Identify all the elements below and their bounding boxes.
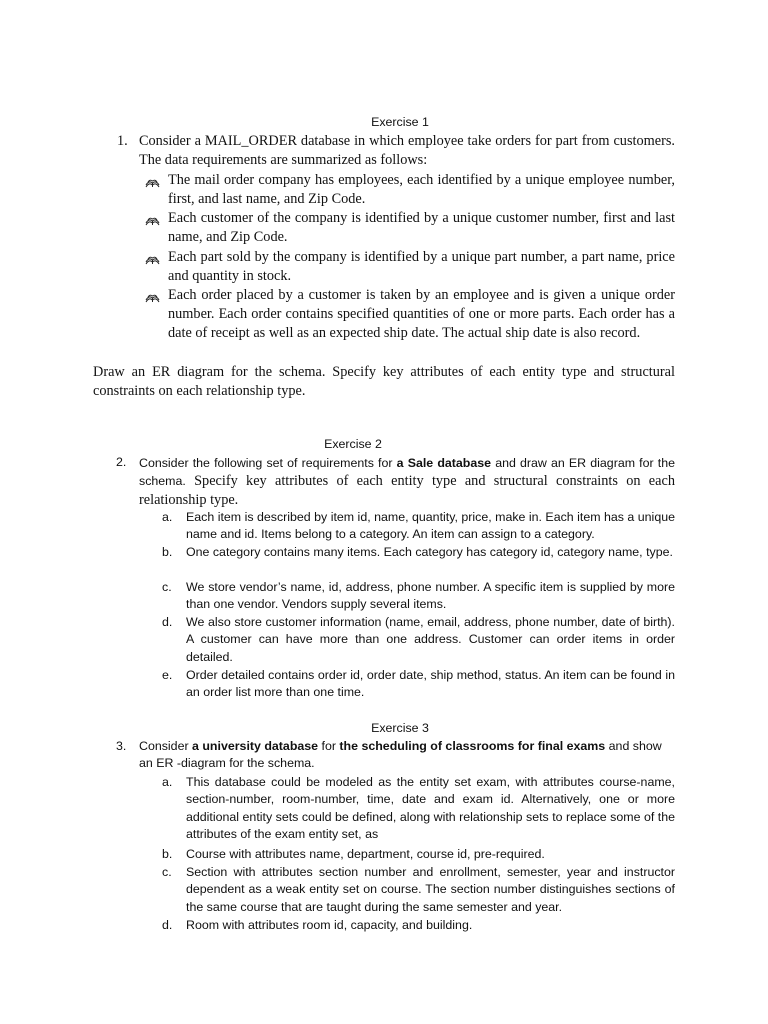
exercise-2-item-letter: d. [162, 615, 173, 629]
exercise-3-intro: Consider a university database for the scheduling of classrooms for final exams and show an ER -diagram for the schema. [139, 739, 662, 771]
exercise-3-item-letter: d. [162, 918, 173, 932]
exercise-2-title: Exercise 2 [324, 437, 382, 451]
exercise-2-item-letter: c. [162, 580, 172, 594]
exercise-3-item-letter: c. [162, 865, 172, 879]
exercise-1-number: 1. [117, 133, 128, 149]
exercise-2-item: One category contains many items. Each category has category id, category name, type. [186, 545, 673, 559]
exercise-3-item: This database could be modeled as the entity set exam, with attributes course-name, section-number, room-number, time, date and exam id. Alternatively, one or more additional entity sets could be defined, along with relationship sets to replace some of the attributes of the exam entity set, as [186, 775, 675, 842]
book-bullet-icon [145, 291, 160, 303]
book-bullet-icon [145, 214, 160, 226]
exercise-3-item: Room with attributes room id, capacity, and building. [186, 918, 473, 932]
exercise-1-closing: Draw an ER diagram for the schema. Specify key attributes of each entity type and structural constraints on each relationship type. [93, 364, 675, 400]
exercise-1-bullet-1: The mail order company has employees, each identified by a unique employee number, first, and last name, and Zip Code. [168, 172, 675, 208]
exercise-2-item: Order detailed contains order id, order date, ship method, status. An item can be found in an order list more than one time. [186, 668, 675, 700]
exercise-3-item-letter: b. [162, 847, 173, 861]
exercise-2-item-letter: a. [162, 510, 173, 524]
book-bullet-icon [145, 253, 160, 265]
exercise-1-bullet-2: Each customer of the company is identified by a unique customer number, first and last name, and Zip Code. [168, 210, 675, 246]
exercise-2-item: We also store customer information (name, email, address, phone number, date of birth). A customer can have more than one address. Customer can order items in order detailed. [186, 615, 675, 664]
exercise-2-item-letter: e. [162, 668, 173, 682]
exercise-2-number: 2. [116, 455, 127, 469]
exercise-1-bullet-3: Each part sold by the company is identified by a unique part number, a part name, price and quantity in stock. [168, 249, 675, 285]
exercise-3-item: Section with attributes section number and enrollment, semester, year and instructor dependent as a weak entity set on course. The section number distinguishes sections of the same course that are taught during the same semester and year. [186, 865, 675, 914]
exercise-1-intro: Consider a MAIL_ORDER database in which employee take orders for part from customers. The data requirements are summarized as follows: [139, 133, 675, 169]
exercise-3-title: Exercise 3 [371, 721, 429, 735]
exercise-1-bullet-4: Each order placed by a customer is taken by an employee and is given a unique order number. Each order contains specified quantities of one or more parts. Each order has a date of receipt as well as an expected ship date. The actual ship date is also record. [168, 287, 675, 342]
exercise-2-item: Each item is described by item id, name, quantity, price, make in. Each item has a unique name and id. Items belong to a category. An item can assign to a category. [186, 510, 675, 542]
exercise-2-item-letter: b. [162, 545, 173, 559]
exercise-3-item: Course with attributes name, department, course id, pre-required. [186, 847, 545, 861]
exercise-2-item: We store vendor’s name, id, address, phone number. A specific item is supplied by more than one vendor. Vendors supply several items. [186, 580, 675, 612]
exercise-1-title: Exercise 1 [371, 115, 429, 129]
exercise-3-item-letter: a. [162, 775, 173, 789]
book-bullet-icon [145, 176, 160, 188]
exercise-2-intro: Consider the following set of requirements for a Sale database and draw an ER diagram for the schema. Specify key attributes of each entity type and structural constraints on each relationship type. [139, 456, 676, 508]
exercise-3-number: 3. [116, 739, 127, 753]
